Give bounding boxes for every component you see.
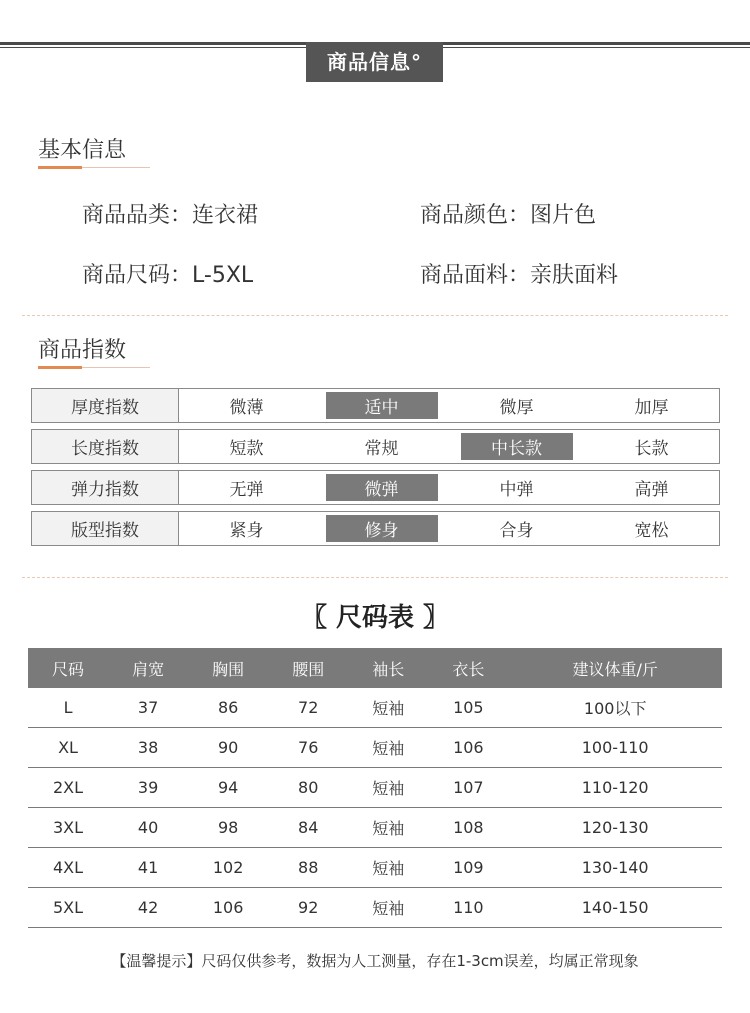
index-row-label: 版型指数 — [32, 512, 179, 545]
table-row — [28, 808, 722, 848]
info-category-value: 连衣裙 — [192, 203, 259, 228]
index-option-label: 常规 — [364, 439, 399, 459]
info-colon: ： — [170, 263, 193, 288]
table-cell: 90 — [188, 728, 268, 768]
table-cell: 106 — [188, 888, 268, 928]
table-cell: 100-110 — [508, 728, 722, 768]
table-cell: 140-150 — [508, 888, 722, 928]
index-option-selected — [314, 389, 449, 422]
index-row-thickness — [31, 388, 720, 423]
info-size — [82, 258, 253, 289]
index-option — [179, 430, 314, 463]
index-option-label: 合身 — [499, 521, 534, 541]
table-cell: 短袖 — [348, 768, 428, 808]
index-option-label: 中长款 — [461, 433, 573, 460]
table-row — [28, 728, 722, 768]
table-cell: 84 — [268, 808, 348, 848]
table-cell: 102 — [188, 848, 268, 888]
index-option — [449, 389, 584, 422]
table-cell: 短袖 — [348, 688, 428, 728]
table-cell: 41 — [108, 848, 188, 888]
table-cell: 80 — [268, 768, 348, 808]
index-option-label: 加厚 — [634, 398, 669, 418]
index-row-elasticity — [31, 470, 720, 505]
index-option-label: 微弹 — [326, 474, 438, 501]
table-cell: 105 — [428, 688, 508, 728]
index-option — [179, 512, 314, 545]
banner-title: 商品信息° — [306, 42, 443, 82]
index-option — [449, 512, 584, 545]
info-category — [82, 198, 258, 229]
index-option-label: 微薄 — [229, 398, 264, 418]
index-option-label: 高弹 — [634, 480, 669, 500]
index-option-label: 长款 — [634, 439, 669, 459]
size-table-header-cell: 胸围 — [188, 648, 268, 688]
index-option-selected — [449, 430, 584, 463]
size-table-header-cell: 肩宽 — [108, 648, 188, 688]
index-option — [584, 389, 719, 422]
size-chart-title: 〖 尺码表 〗 — [300, 603, 450, 633]
index-option-label: 中弹 — [499, 480, 534, 500]
size-table-header-cell: 尺码 — [28, 648, 108, 688]
index-row-label: 长度指数 — [32, 430, 179, 463]
index-option — [314, 430, 449, 463]
table-cell: 3XL — [28, 808, 108, 848]
index-option-label: 修身 — [326, 515, 438, 542]
table-row — [28, 848, 722, 888]
size-tip: 【温馨提示】尺码仅供参考，数据为人工测量，存在1-3cm误差，均属正常现象 — [111, 952, 639, 970]
table-cell: 72 — [268, 688, 348, 728]
info-color-label: 商品颜色 — [420, 203, 509, 228]
info-color — [420, 198, 596, 229]
table-cell: 37 — [108, 688, 188, 728]
table-cell: 110-120 — [508, 768, 722, 808]
product-index-heading: 商品指数 — [38, 338, 127, 363]
index-option-label: 适中 — [326, 392, 438, 419]
table-cell: 106 — [428, 728, 508, 768]
info-size-value: L-5XL — [192, 263, 254, 288]
table-cell: 109 — [428, 848, 508, 888]
table-row — [28, 688, 722, 728]
info-color-value: 图片色 — [530, 203, 597, 228]
section-divider — [22, 577, 728, 578]
table-cell: 98 — [188, 808, 268, 848]
index-option — [449, 471, 584, 504]
info-colon: ： — [508, 263, 531, 288]
index-row-length — [31, 429, 720, 464]
table-cell: 2XL — [28, 768, 108, 808]
table-cell: 短袖 — [348, 728, 428, 768]
table-cell: 94 — [188, 768, 268, 808]
info-fabric — [420, 258, 618, 289]
table-cell: 4XL — [28, 848, 108, 888]
section-divider — [22, 315, 728, 316]
info-fabric-value: 亲肤面料 — [530, 263, 619, 288]
size-table-header — [28, 648, 722, 688]
table-cell: 短袖 — [348, 848, 428, 888]
index-option-selected — [314, 512, 449, 545]
table-cell: 短袖 — [348, 888, 428, 928]
index-option-selected — [314, 471, 449, 504]
table-cell: 39 — [108, 768, 188, 808]
index-option-label: 短款 — [229, 439, 264, 459]
info-size-label: 商品尺码 — [82, 263, 171, 288]
table-cell: 42 — [108, 888, 188, 928]
size-table-body — [28, 688, 722, 928]
table-cell: 120-130 — [508, 808, 722, 848]
table-cell: 130-140 — [508, 848, 722, 888]
table-cell: 38 — [108, 728, 188, 768]
table-cell: 5XL — [28, 888, 108, 928]
index-row-label: 弹力指数 — [32, 471, 179, 504]
info-colon: ： — [508, 203, 531, 228]
size-table-header-cell: 袖长 — [348, 648, 428, 688]
index-option-label: 紧身 — [229, 521, 264, 541]
table-cell: 92 — [268, 888, 348, 928]
index-option — [584, 430, 719, 463]
table-cell: 短袖 — [348, 808, 428, 848]
table-cell: 100以下 — [508, 688, 722, 728]
table-row — [28, 768, 722, 808]
size-table-header-cell: 腰围 — [268, 648, 348, 688]
info-category-label: 商品品类 — [82, 203, 171, 228]
table-cell: XL — [28, 728, 108, 768]
basic-info-underline — [38, 166, 150, 169]
table-cell: 40 — [108, 808, 188, 848]
size-table-header-cell: 建议体重/斤 — [508, 648, 722, 688]
index-option — [584, 512, 719, 545]
index-option — [179, 471, 314, 504]
basic-info-heading: 基本信息 — [38, 138, 127, 163]
index-option-label: 无弹 — [229, 480, 264, 500]
index-option — [179, 389, 314, 422]
info-fabric-label: 商品面料 — [420, 263, 509, 288]
table-cell: 107 — [428, 768, 508, 808]
table-cell: 110 — [428, 888, 508, 928]
table-cell: 86 — [188, 688, 268, 728]
index-option-label: 微厚 — [499, 398, 534, 418]
table-cell: 108 — [428, 808, 508, 848]
index-row-fit — [31, 511, 720, 546]
index-option-label: 宽松 — [634, 521, 669, 541]
info-colon: ： — [170, 203, 193, 228]
index-row-label: 厚度指数 — [32, 389, 179, 422]
size-table — [28, 648, 722, 928]
index-option — [584, 471, 719, 504]
table-cell: 88 — [268, 848, 348, 888]
table-cell: 76 — [268, 728, 348, 768]
table-cell: L — [28, 688, 108, 728]
table-row — [28, 888, 722, 928]
size-table-header-cell: 衣长 — [428, 648, 508, 688]
product-index-underline — [38, 366, 150, 369]
